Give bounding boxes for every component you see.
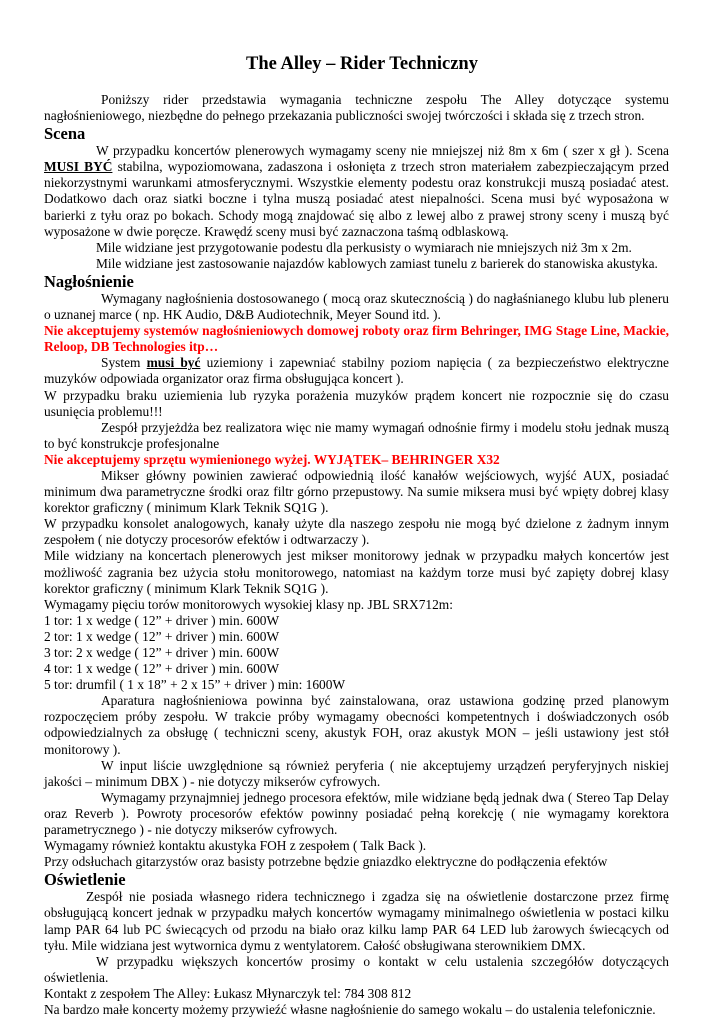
scena-paragraph-2: Mile widziane jest przygotowanie podestu dla perkusisty o wymiarach nie mniejszych niż 3m x 2m. <box>96 239 632 255</box>
naglosnienie-p2-emphasis: musi być <box>146 355 201 371</box>
monitor-line-3: 3 tor: 2 x wedge ( 12” + driver ) min. 600W <box>44 645 280 660</box>
scena-p1-emphasis: MUSI BYĆ <box>44 159 113 175</box>
naglosnienie-paragraph-3: W przypadku braku uziemienia lub ryzyka porażenia muzyków prądem koncert nie rozpocznie się do czasu usunięcia problemu!!! <box>44 387 669 419</box>
naglosnienie-warning-1: Nie akceptujemy systemów nagłośnieniowych domowej roboty oraz firm Behringer, IMG Stage Line, Mackie, Reloop, DB Technologies itp… <box>44 323 669 355</box>
naglosnienie-paragraph-2 <box>44 355 669 387</box>
scena-paragraph-3: Mile widziane jest zastosowanie najazdów kablowych zamiast tunelu z barierek do stanowiska akustyka. <box>96 255 658 271</box>
monitor-line-2: 2 tor: 1 x wedge ( 12” + driver ) min. 600W <box>44 628 280 644</box>
naglosnienie-paragraph-10: W input liście uwzględnione są również peryferia ( nie akceptujemy urządzeń peryferyjnych niskiej jakości – minimum DBX ) - nie dotyczy mikserów cyfrowych. <box>44 757 669 789</box>
naglosnienie-paragraph-1: Wymagany nagłośnienia dostosowanego ( mocą oraz skutecznością ) do nagłaśnianego klubu lub pleneru o uznanej marce ( np. HK Audio, D&B Audiotechnik, Meyer Sound itd. ). <box>44 290 669 323</box>
scena-paragraph-1 <box>44 143 669 240</box>
naglosnienie-p2-text: System <box>101 355 147 371</box>
intro-paragraph: Poniższy rider przedstawia wymagania techniczne zespołu The Alley dotyczące systemu nagłośnieniowego, niezbędne do pełnego przekazania publiczności swojej twórczości i składa się z trzech stron. <box>44 92 669 124</box>
monitor-line-4: 4 tor: 1 x wedge ( 12” + driver ) min. 600W <box>44 661 280 677</box>
naglosnienie-paragraph-13: Przy odsłuchach gitarzystów oraz basisty potrzebne będzie gniazdko elektryczne do podłączenia efektów <box>44 854 608 870</box>
naglosnienie-paragraph-12: Wymagamy również kontaktu akustyka FOH z zespołem ( Talk Back ). <box>44 838 427 854</box>
naglosnienie-p2-text-rest: uziemiony i zapewniać stabilny poziom napięcia ( za bezpieczeństwo elektryczne muzyków odpowiada organizator oraz firma obsługująca koncert ). <box>44 355 670 387</box>
naglosnienie-paragraph-6: W przypadku konsolet analogowych, kanały użyte dla naszego zespołu nie mogą być dzielone z żadnym innym zespołem ( nie dotyczy procesorów efektów i odtwarzaczy ). <box>44 516 669 548</box>
oswietlenie-paragraph-2: W przypadku większych koncertów prosimy o kontakt w celu ustalenia szczegółów dotyczących oświetlenia. <box>44 953 669 985</box>
section-heading-naglosnienie: Nagłośnienie <box>44 271 134 291</box>
oswietlenie-paragraph-1: Zespół nie posiada własnego ridera technicznego i zgadza się na oświetlenie dostarczone przez firmę obsługującą koncert jednak w przypadku małych koncertów wymagamy minimalnego oświetlenia w postaci kilku lamp PAR 64 lub PC świecących od przodu na biało oraz kilku lamp PAR 64 LED lub żarowych świecących od tyłu. Mile widziana jest wytwornica dymu z wentylatorem. Całość obsługiwana sterownikiem DMX. <box>44 889 669 953</box>
scena-p1-text: W przypadku koncertów plenerowych wymagamy sceny nie mniejszej niż 8m x 6m ( szer x gł ). Scena <box>96 143 669 159</box>
document-title: The Alley – Rider Techniczny <box>246 54 478 74</box>
document-body <box>44 92 669 1018</box>
naglosnienie-paragraph-7: Mile widziany na koncertach plenerowych jest mikser monitorowy jednak w przypadku małych koncertów jest możliwość zagrania bez użycia stołu monitorowego, natomiast na każdym torze musi być zapięty dobrej klasy korektor graficzny ( minimum Klark Teknik SQ1G ). <box>44 548 669 596</box>
naglosnienie-paragraph-8: Wymagamy pięciu torów monitorowych wysokiej klasy np. JBL SRX712m: <box>44 596 453 612</box>
closing-note: Na bardzo małe koncerty możemy przywieźć własne nagłośnienie do samego wokalu – do ustalenia telefonicznie. <box>44 1001 656 1017</box>
naglosnienie-paragraph-4: Zespół przyjeżdża bez realizatora więc nie mamy wymagań odnośnie firmy i modelu stołu jednak muszą to być konstrukcje profesjonalne <box>44 419 669 451</box>
contact-line: Kontakt z zespołem The Alley: Łukasz Młynarczyk tel: 784 308 812 <box>44 985 412 1001</box>
section-heading-scena: Scena <box>44 124 86 144</box>
naglosnienie-paragraph-9: Aparatura nagłośnieniowa powinna być zainstalowana, oraz ustawiona godzinę przed planowym rozpoczęciem próby zespołu. W trakcie próby wymagamy obecności kompetentnych i doświadczonych osób odpowiedzialnych za obsługę ( techniczni sceny, akustyk FOH, oraz akustyk MON – jeśli ustawiony jest stół monitorowy ). <box>44 693 669 757</box>
naglosnienie-paragraph-5: Mikser główny powinien zawierać odpowiednią ilość kanałów wejściowych, wyjść AUX, posiadać minimum dwa parametryczne środki oraz filtr górno przepustowy. Na sumie miksera musi być wpięty dobrej klasy korektor graficzny ( minimum Klark Teknik SQ1G ). <box>44 467 669 516</box>
naglosnienie-warning-2: Nie akceptujemy sprzętu wymienionego wyżej. WYJĄTEK– BEHRINGER X32 <box>44 451 500 467</box>
scena-p1-text-rest: stabilna, wypoziomowana, zadaszona i osłonięta z trzech stron materiałem zabezpieczającym przed niekorzystnymi warunkami atmosferycznymi. Wszystkie elementy podestu oraz konstrukcji muszą posiadać atest. Dodatkowo dach oraz siatki boczne i tylna muszą posiadać atest niepalności. Scena musi być wyposażona w barierki z tyłu oraz po bokach. Schody mogą znajdować się albo z lewej albo z prawej strony sceny i muszą być wyposażone w dwie poręcze. Krawędź sceny musi być zaznaczona taśmą odblaskową. <box>44 159 669 239</box>
naglosnienie-paragraph-11: Wymagamy przynajmniej jednego procesora efektów, mile widziane będą jednak dwa ( Stereo Tap Delay oraz Reverb ). Powroty procesorów efektów powinny posiadać pełną korekcję ( nie wymagamy korektora parametrycznego ) - nie dotyczy mikserów cyfrowych. <box>44 789 669 838</box>
monitor-line-5: 5 tor: drumfil ( 1 x 18” + 2 x 15” + driver ) min: 1600W <box>44 677 346 693</box>
section-heading-oswietlenie: Oświetlenie <box>44 870 126 890</box>
monitor-line-1: 1 tor: 1 x wedge ( 12” + driver ) min. 600W <box>44 612 280 628</box>
